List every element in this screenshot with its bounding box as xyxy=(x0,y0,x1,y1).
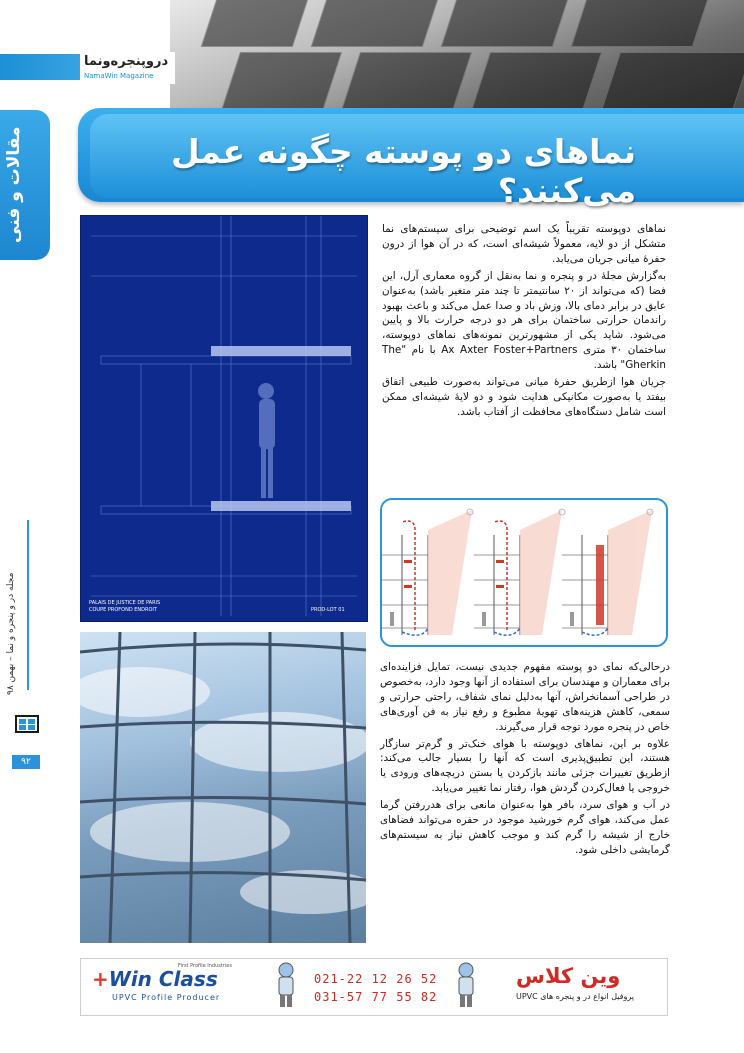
airflow-diagram xyxy=(380,498,668,647)
article-title: نماهای دو پوسته چگونه عمل می‌کنند؟ xyxy=(170,132,636,210)
blueprint-ref: PROD-LOT 01 xyxy=(311,607,345,613)
mascot-icon xyxy=(272,962,300,1008)
page-number: ۹۲ xyxy=(12,755,40,769)
article-column-bottom xyxy=(380,660,670,860)
magazine-issue-info: مجله در و پنجره و نما – بهمن ۹۸ xyxy=(6,572,16,695)
paragraph: به‌گزارش مجلهٔ در و پنجره و نما به‌نقل از گروه معماری آرل، این فضا (که می‌تواند از ۲۰ سانتیمتر تا چند متر متغیر باشد) به‌عنوان عایق در برابر دمای بالا، وزش باد و صدا عمل می‌کند و باعث بهبود راندمان حرارتی ساختمان برای هر دو درجه حرارت بالا و پایین می‌شود. شاید یکی از مشهورترین نمونه‌های نماهای دوپوسته، ساختمان ۳۰ متری Ax Axter Foster+Partners با نام "The Gherkin" باشد. xyxy=(382,269,666,372)
magazine-logo-en: NamaWin Magazine xyxy=(84,72,154,80)
ad-phone-2[interactable]: 031-57 77 55 82 xyxy=(314,990,438,1004)
paragraph: علاوه بر این، نماهای دوپوسته با هوای خنک‌تر و گرم‌تر سازگار هستند، این تطبیق‌پذیری است که آنها را بسیار جالب می‌کند: ازطریق تغییرات جزئی مانند بازکردن یا بستن دریچه‌های ورودی یا خروجی یا فعال‌کردن گردش هوا، رفتار نما تغییر می‌یابد. xyxy=(380,737,670,795)
paragraph: نماهای دوپوسته تقریباً یک اسم توضیحی برای سیستم‌های نما متشکل از دو لایه، معمولاً شیشه‌ای است، که در آن هوا از درون حفرهٔ میانی جریان می‌یابد. xyxy=(382,223,666,265)
blueprint-image xyxy=(80,215,368,622)
ad-subtitle-fa: پروفیل انواع در و پنجره های UPVC xyxy=(516,992,635,1001)
header-facade-image xyxy=(170,0,744,120)
mascot-icon xyxy=(452,962,480,1008)
ad-subtitle-en: UPVC Profile Producer xyxy=(112,993,221,1002)
paragraph: درحالی‌که نمای دو پوسته مفهوم جدیدی نیست، تمایل فزاینده‌ای برای معماران و مهندسان برای استفاده از آنها وجود دارد، به‌خصوص در طراحی آسمانخراش، آنها به‌دلیل نمای شفاف، راحتی حرارتی و سمعی، کاهش هزینه‌های تهویهٔ مطبوع و رفع نیاز به فن آوری‌های خاص در پنجره مورد توجه قرار می‌گیرند. xyxy=(380,661,670,733)
window-logo-icon xyxy=(14,712,40,736)
glass-facade-photo xyxy=(80,632,366,943)
article-column-top xyxy=(382,222,666,422)
paragraph: جریان هوا ازطریق حفرهٔ میانی می‌تواند به‌صورت طبیعی اتفاق بیفتد یا به‌صورت مکانیکی هدایت شود و دو لایهٔ شیشه‌ای ممکن است شامل دستگاه‌های محافظت از آفتاب باشد. xyxy=(382,376,666,418)
magazine-logo-fa: دروپنجره‌ونما xyxy=(84,54,169,69)
ad-tagline: First Profile Industries xyxy=(178,963,232,969)
blueprint-caption-2: COUPE PROFOND ENDROIT xyxy=(89,607,157,613)
paragraph: در آب و هوای سرد، بافر هوا به‌عنوان مانعی برای هدررفتن گرما عمل می‌کند، هوای گرم خورشید موجود در حفره می‌تواند فضاهای خارج از شیشه را گرم کند و موجب کاهش نیاز به سیستم‌های گرمایشی داخلی شود. xyxy=(380,799,670,856)
ad-brand-logo-fa: وین کلاس xyxy=(516,964,621,988)
ad-phone-1[interactable]: 021-22 12 26 52 xyxy=(314,972,438,986)
ad-brand-logo-en: +Win Class xyxy=(92,967,218,991)
section-label: مقالات و فنی xyxy=(4,126,24,244)
blueprint-caption-1: PALAIS DE JUSTICE DE PARIS xyxy=(89,600,161,606)
